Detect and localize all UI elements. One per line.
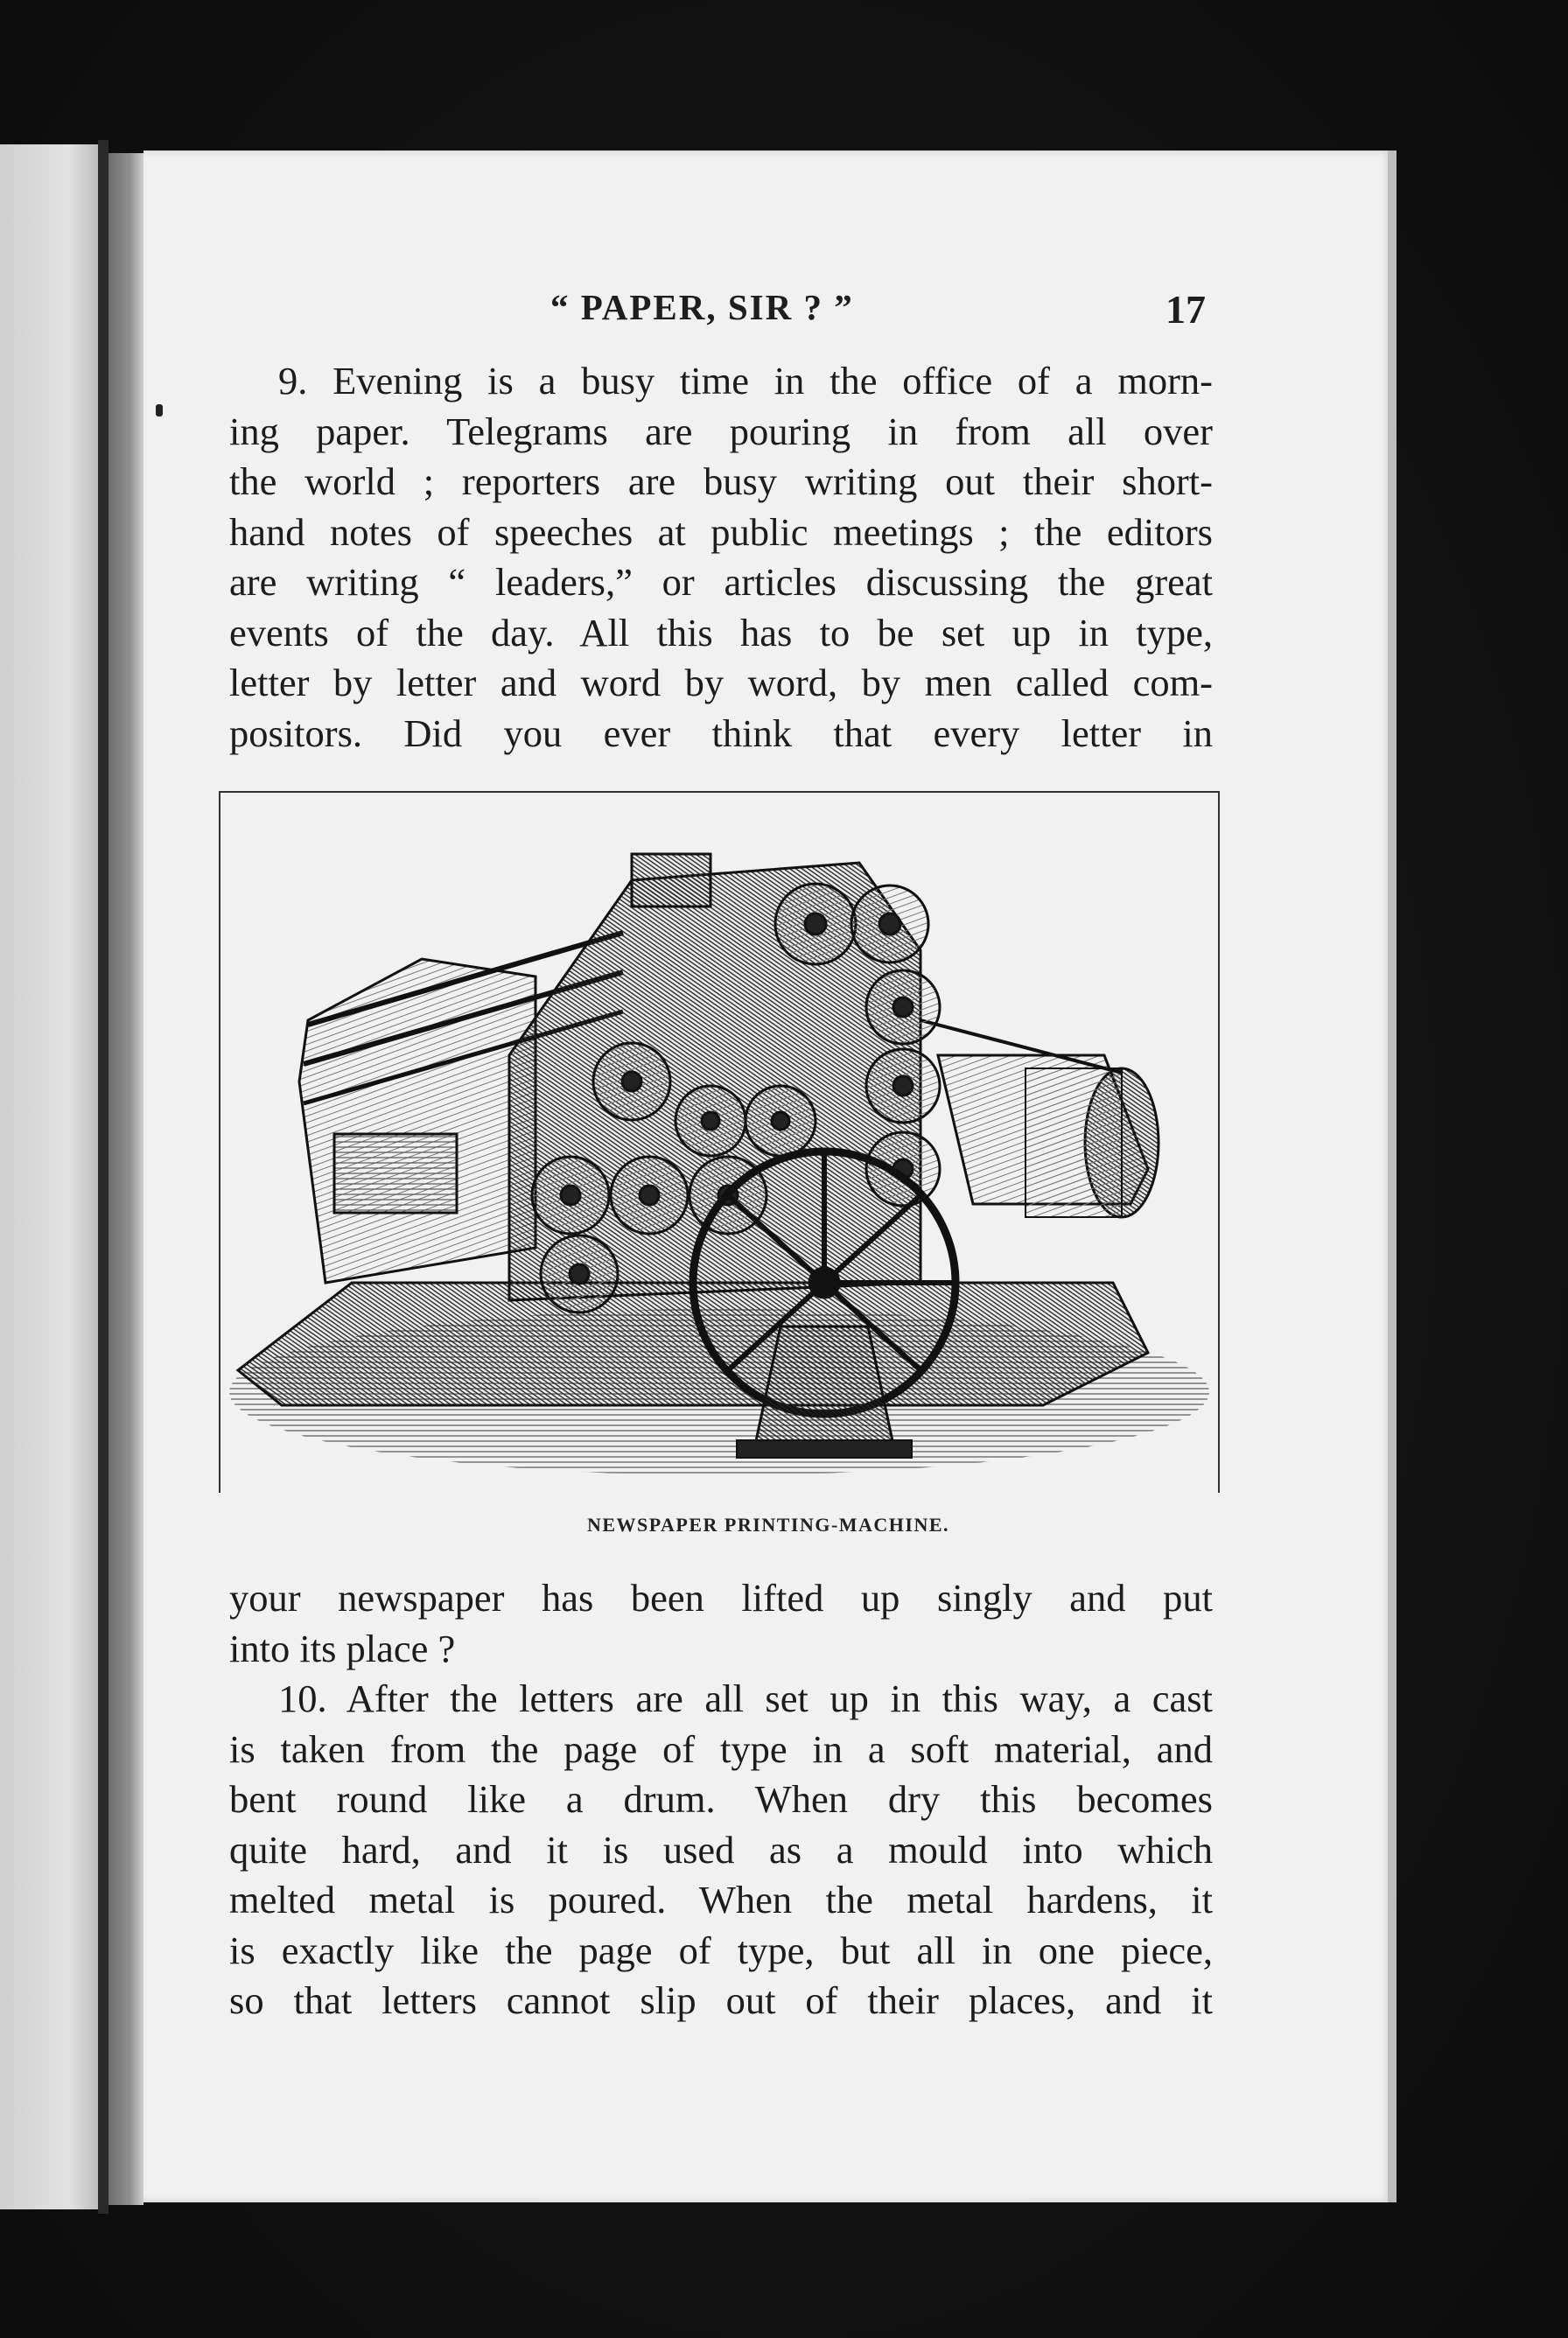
book-page (144, 150, 1393, 2202)
text-line: 9. Evening is a busy time in the office of a morn- (278, 359, 1213, 402)
running-head: “ PAPER, SIR ? ” (550, 287, 854, 327)
book-gutter (98, 140, 108, 2214)
figure-caption: NEWSPAPER PRINTING-MACHINE. (586, 1514, 950, 1536)
text-line: letter by letter and word by word, by men called com- (229, 661, 1213, 704)
printing-machine-illustration (219, 791, 1220, 1493)
printing-machine-engraving (220, 793, 1218, 1493)
text-line: are writing “ leaders,” or articles discussing the great (229, 560, 1213, 604)
gutter-shadow (108, 153, 144, 2205)
paragraph-continuation (229, 1573, 1213, 2026)
page-header (144, 286, 1393, 339)
text-line: is exactly like the page of type, but all in one piece, (229, 1928, 1213, 1972)
text-line: ing paper. Telegrams are pouring in from all over (229, 409, 1213, 453)
text-line: bent round like a drum. When dry this becomes (229, 1777, 1213, 1821)
text-line: quite hard, and it is used as a mould into which (229, 1827, 1213, 1872)
page-edge (1388, 150, 1396, 2202)
paragraph-9 (229, 356, 1213, 759)
text-line: into its place ? (229, 1626, 456, 1670)
flywheel-stand (754, 1326, 894, 1449)
text-line: events of the day. All this has to be set up in type, (229, 610, 1213, 654)
text-line: your newspaper has been lifted up singly and put (229, 1576, 1213, 1620)
text-line: positors. Did you ever think that every letter in (229, 710, 1213, 755)
text-line: so that letters cannot slip out of their places, and it (229, 1978, 1213, 2022)
type-rack (334, 1134, 457, 1213)
margin-mark (156, 404, 163, 416)
text-line: hand notes of speeches at public meetings ; the editors (229, 509, 1213, 554)
text-line: the world ; reporters are busy writing out their short- (229, 459, 1213, 503)
page-number: 17 (1166, 287, 1206, 332)
text-line: 10. After the letters are all set up in this way, a cast (278, 1676, 1213, 1720)
text-line: is taken from the page of type in a soft material, and (229, 1726, 1213, 1771)
text-line: melted metal is poured. When the metal hardens, it (229, 1878, 1213, 1922)
previous-page-edge (0, 144, 98, 2209)
